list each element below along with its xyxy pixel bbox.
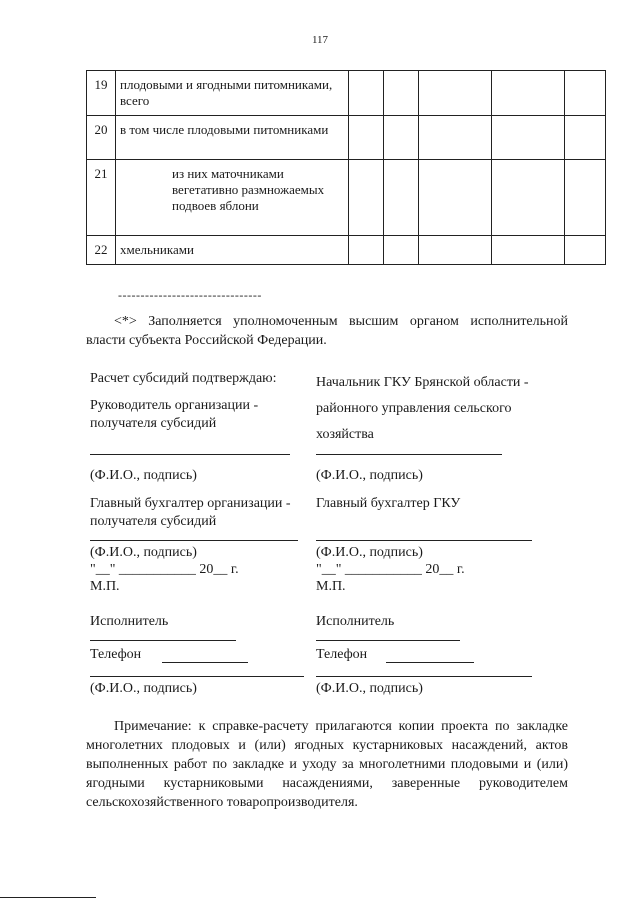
phone-line — [386, 662, 474, 663]
fio-caption: (Ф.И.О., подпись) — [90, 468, 197, 483]
table-cell — [565, 116, 606, 160]
executor-label: Исполнитель — [316, 614, 395, 629]
footnote: <*> Заполняется уполномоченным высшим органом исполнительной власти субъекта Российской Федерации. — [86, 314, 568, 348]
row-number: 20 — [87, 116, 116, 160]
phone-line — [162, 662, 248, 663]
data-table — [86, 70, 606, 265]
table-cell — [492, 71, 565, 116]
table-row — [87, 71, 606, 116]
stamp-place: М.П. — [90, 579, 120, 594]
table-row — [87, 236, 606, 265]
table-cell — [565, 71, 606, 116]
table-cell — [492, 160, 565, 236]
chief-accountant-left: Главный бухгалтер организации - получателя субсидий — [90, 496, 291, 529]
signature-line — [316, 640, 460, 641]
table-cell — [384, 71, 419, 116]
row-label: плодовыми и ягодными питомниками, всего — [116, 71, 349, 116]
table-cell — [384, 236, 419, 265]
table-cell — [349, 116, 384, 160]
row-label: из них маточниками вегетативно размножаемых подвоев яблони — [116, 160, 349, 236]
stamp-place: М.П. — [316, 579, 346, 594]
date-line: "__" ___________ 20__ г. — [316, 562, 465, 577]
executor-label: Исполнитель — [90, 614, 169, 629]
note-paragraph: Примечание: к справке-расчету прилагаются копии проекта по закладке многолетних плодовых и (или) ягодных кустарниковых насаждений, актов выполненных работ по закладке и уходу за многолетними плодовыми и (или) ягодными кустарниковыми насаждениями, заверенные руководителем сельскохозяйственного товаропроизводителя. — [86, 719, 568, 810]
table-cell — [419, 160, 492, 236]
table-cell — [349, 236, 384, 265]
table-cell — [349, 160, 384, 236]
row-number: 22 — [87, 236, 116, 265]
head-title-left: Руководитель организации - получателя субсидий — [90, 398, 259, 431]
table-cell — [492, 236, 565, 265]
table-cell — [419, 236, 492, 265]
fio-caption: (Ф.И.О., подпись) — [90, 681, 197, 696]
table-row — [87, 116, 606, 160]
confirm-label: Расчет субсидий подтверждаю: — [90, 371, 277, 386]
row-number: 21 — [87, 160, 116, 236]
signature-line — [90, 640, 236, 641]
chief-accountant-right: Главный бухгалтер ГКУ — [316, 496, 461, 511]
row-label: в том числе плодовыми питомниками — [116, 116, 349, 160]
table-cell — [419, 71, 492, 116]
table-cell — [349, 71, 384, 116]
signature-line — [316, 676, 532, 677]
table-cell — [565, 160, 606, 236]
fio-caption: (Ф.И.О., подпись) — [316, 545, 423, 560]
signature-line — [90, 540, 298, 541]
phone-label: Телефон — [316, 647, 368, 662]
fio-caption: (Ф.И.О., подпись) — [316, 468, 423, 483]
head-title-right: Начальник ГКУ Брянской области - районного управления сельского хозяйства — [316, 375, 529, 442]
table-cell — [384, 160, 419, 236]
table-cell — [565, 236, 606, 265]
table-cell — [384, 116, 419, 160]
footnote-separator: -------------------------------- — [118, 288, 262, 302]
fio-caption: (Ф.И.О., подпись) — [90, 545, 197, 560]
table-cell — [419, 116, 492, 160]
table-row — [87, 160, 606, 236]
page-number: 117 — [311, 34, 329, 46]
signature-line — [316, 454, 502, 455]
phone-label: Телефон — [90, 647, 142, 662]
signature-line — [316, 540, 532, 541]
signature-line — [90, 454, 290, 455]
fio-caption: (Ф.И.О., подпись) — [316, 681, 423, 696]
signature-line — [90, 676, 304, 677]
date-line: "__" ___________ 20__ г. — [90, 562, 239, 577]
table-cell — [492, 116, 565, 160]
bottom-rule — [0, 897, 96, 898]
row-label: хмельниками — [116, 236, 349, 265]
row-number: 19 — [87, 71, 116, 116]
